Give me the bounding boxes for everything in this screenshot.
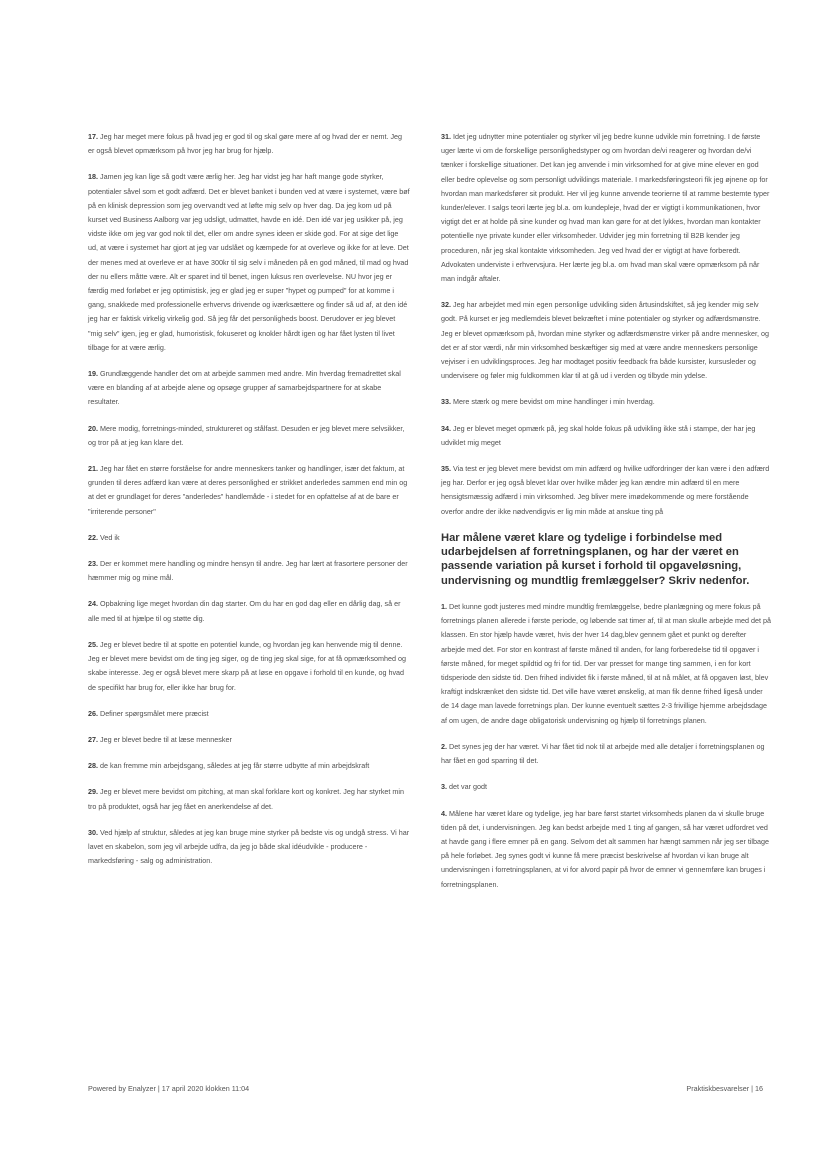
answer-paragraph: 27. Jeg er blevet bedre til at læse mennesker [88,734,232,744]
left-column [88,130,410,880]
footer-page-number: Praktiskbesvarelser | 16 [686,1084,763,1093]
answer-paragraph: 31. Idet jeg udnytter mine potentialer og styrker vil jeg bedre kunne udvikle min forretning. I de første uger lærte vi om de forskellige personlighedstyper og om hvordan de/vi reagerer og hvordan de/vi tænker i forskellige situationer. Det kan jeg anvende i min virksomhed for at give mine elever en god eller bedre oplevelse og som personligt udviklings materiale. I markedsføringsteori fik jeg øjnene op for hvordan man markedsfører sit produkt. Her vil jeg kunne anvende teorierne til at ramme bestemte typer kunder/elever. I salgs teori lærte jeg bl.a. om kundepleje, hvad der er vigtigt i kommunikationen, hvor vigtigt det er at holde på sine kunder og hvad man kan gøre for at det lykkes, hvordan man kontakter potentielle nye private kunder eller virksomheder. Udvider jeg min forretning til B2B kender jeg proceduren, når jeg skal kontakte virksomheden. Jeg ved hvad der er vigtigt at have forberedt. Advokaten underviste i erhvervsjura. Her lærte jeg bl.a. om hvad man skal være opmærksom på når man indgår aftaler. [441,132,770,284]
answer-paragraph: 28. de kan fremme min arbejdsgang, således at jeg får større udbytte af min arbejdskraft [88,761,370,771]
answer-paragraph: 3. det var godt [441,782,487,792]
answer-paragraph: 29. Jeg er blevet mere bevidst om pitching, at man skal forklare kort og konkret. Jeg har styrket min tro på produktet, også har jeg fået en anerkendelse af det. [88,787,404,811]
answer-paragraph: 21. Jeg har fået en større forståelse for andre menneskers tanker og handlinger, især det faktum, at grunden til deres adfærd kan være at deres personlighed er strikket anderledes sammen end min og at det er grundlaget for deres "anderledes" handlemåde - i stedet for en opfattelse af at de bare er "irriterende personer" [88,464,408,516]
answer-paragraph: 2. Det synes jeg der har været. Vi har fået tid nok til at arbejde med alle detaljer i forretningsplanen og har fået en god sparring til det. [441,741,765,766]
answer-paragraph: 30. Ved hjælp af struktur, således at jeg kan bruge mine styrker på bedste vis og undgå stress. Vi har lavet en skabelon, som jeg vil arbejde udfra, da jeg jo både skal idéudvikle - producere - markedsføring - salg og administration. [88,827,410,866]
answer-paragraph: 24. Opbakning lige meget hvordan din dag starter. Om du har en god dag eller en dårlig dag, så er alle med til at hjælpe til og støtte dig. [88,599,401,623]
answer-paragraph: 1. Det kunne godt justeres med mindre mundtlig fremlæggelse, bedre planlægning og mere fokus på forretnings planen allerede i første periode, og løbende sat timer af, til at man skulle arbejde med det på klassen. En stor hjælp havde været, hvis der hver 14 dag,blev gennem gået et punkt og derefter arbejde med det. For stor en kontrast af første måned til anden, for lang forberedelse tid til opgaver i første måned, for meget spildtid og fri for tid. Der var presset for mange ting sammen, i en for kort tidsperiode den sidste tid. Den frihed individet fik i første måned, til at nå målet, at få opgaven løst, blev kraftigt indskrænket den sidste tid. Det ville have været ønskelig, at man fik denne frihed ligeså under de 14 dage man lavede forretnings plan. Der kunne eventuelt sættes 2-3 frivillige hjemme arbejdsdage af om ugen, de andre dage obligatorisk undervisning og hjælp til forretnings planen. [441,602,772,725]
answer-paragraph: 32. Jeg har arbejdet med min egen personlige udvikling siden årtusindskiftet, så jeg kender mig selv godt. På kurset er jeg medlemdeis blevet bekræftet i mine potentialer og styrker og adfærdsmønstre. Jeg er blevet opmærksom på, hvordan mine styrker og adfærdsmønstre virker på andre mennesker, og det er af stor værdi, når min virksomhed beskæftiger sig med at være andre menneskers personlige vejviser i en udviklingsproces. Jeg har modtaget positiv feedback fra både kursister, kursusleder og undervisere og føler mig fuldkommen klar til at gå ud i verden og tilbyde min ydelse. [441,300,769,381]
answer-paragraph: 22. Ved ik [88,532,120,542]
answer-paragraph: 23. Der er kommet mere handling og mindre hensyn til andre. Jeg har lært at frasortere personer der hæmmer mig og mine mål. [88,559,408,583]
answer-paragraph: 18. Jamen jeg kan lige så godt være ærlig her. Jeg har vidst jeg har haft mange gode styrker, potentialer såvel som et godt adfærd. Det er blevet banket i bunden ved at være i systemet, være bøf på en klinisk depression som jeg overvandt ved at løfte mig selv op hver dag. Da jeg kom ud på kurset ved Business Aalborg var jeg udsligt, udmattet, havde en idé. Den idé var jeg usikker på, jeg vidste ikke om jeg var god nok til det, eller om andre synes ideen er skide god. For at sige det lige ud, at være i systemet har gjort at jeg var udslået og kæmpede for at overleve og ikke for at leve. Det der menes med at overleve er at have 300kr til sig selv i måneden på en god måned, til mad og hvad der nu ellers måtte være. Alt er sparet ind til benet, ingen luksus ren overlevelse. NU hvor jeg er færdig med forløbet er jeg optimistisk, jeg er glad jeg er super "hypet og pumped" for at komme i gang, snakkede med professionelle erhvervs drivende og iværksættere og finder så ud af, at den idé jeg har er faktisk virkelig virkelig god. Så jeg får det personligheds boost. Derudover er jeg blevet "mig selv" igen, jeg er glad, humoristisk, fokuseret og knokler hårdt igen og har fået lysten til livet tilbage for at være ærlig. [88,172,410,352]
answer-paragraph: 20. Mere modig, forretnings-minded, struktureret og stålfast. Desuden er jeg blevet mere selvsikker, og tror på at jeg kan klare det. [88,423,405,447]
answer-paragraph: 19. Grundlæggende handler det om at arbejde sammen med andre. Min hverdag fremadrettet skal være en blanding af at arbejde alene og opsøge grupper af samarbejdspartnere for at skabe resultater. [88,369,401,407]
question-heading: Har målene været klare og tydelige i forbindelse med udarbejdelsen af forretningsplanen, og har der været en passende variation på kurset i forhold til opgaveløsning, undervisning og mundtlig fremlæggelser? Skriv nedenfor. [441,531,750,587]
answer-paragraph: 25. Jeg er blevet bedre til at spotte en potentiel kunde, og hvordan jeg kan henvende mig til denne. Jeg er blevet mere bevidst om de ting jeg siger, og de ting jeg skal sige, for at få opmærksomhed og skabe interesse. Jeg er også blevet mere skarp på at løse en opgave i forhold til en kunde, og hvad de specifikt har brug for, eller ikke har brug for. [88,639,407,692]
answer-paragraph: 35. Via test er jeg blevet mere bevidst om min adfærd og hvilke udfordringer der kan være i den adfærd jeg har. Derfor er jeg også blevet klar over hvilke måder jeg kan ændre min adfærd til en mere hensigtsmæssig adfærd i min virksomhed. Jeg bliver mere imødekommende og mere forstående overfor andre der ikke nødvendigvis er lig min måde at anskue ting på [441,464,770,516]
answer-paragraph: 4. Målene har været klare og tydelige, jeg har bare først startet virksomheds planen da vi skulle bruge tiden på det, i undervisningen. Jeg kan bedst arbejde med 1 ting af gangen, så har været udfordret ved at havde gang i flere emner på en gang. Selvom det alt sammen har hængt sammen når jeg ser tilbage på hele forløbet. Jeg synes godt vi kunne få mere præcist beskrivelse af hvordan vi kan bruge alt undervisningen i forretningsplanen, at vi for alvord papir på hvor de emner vi gennemføre kan bruges i forretningsplanen. [441,808,770,889]
footer-credit: Powered by Enalyzer | 17 april 2020 klokken 11:04 [88,1084,250,1093]
answer-paragraph: 34. Jeg er blevet meget opmærk på, jeg skal holde fokus på udvikling ikke stå i stampe, der har jeg udviklet mig meget [441,423,756,447]
answer-paragraph: 17. Jeg har meget mere fokus på hvad jeg er god til og skal gøre mere af og hvad der er nemt. Jeg er også blevet opmærksom på hvor jeg har brug for hjælp. [88,132,403,156]
answer-paragraph: 26. Definer spørgsmålet mere præcist [88,708,209,718]
answer-paragraph: 33. Mere stærk og mere bevidst om mine handlinger i min hverdag. [441,397,655,407]
right-column [441,130,771,904]
